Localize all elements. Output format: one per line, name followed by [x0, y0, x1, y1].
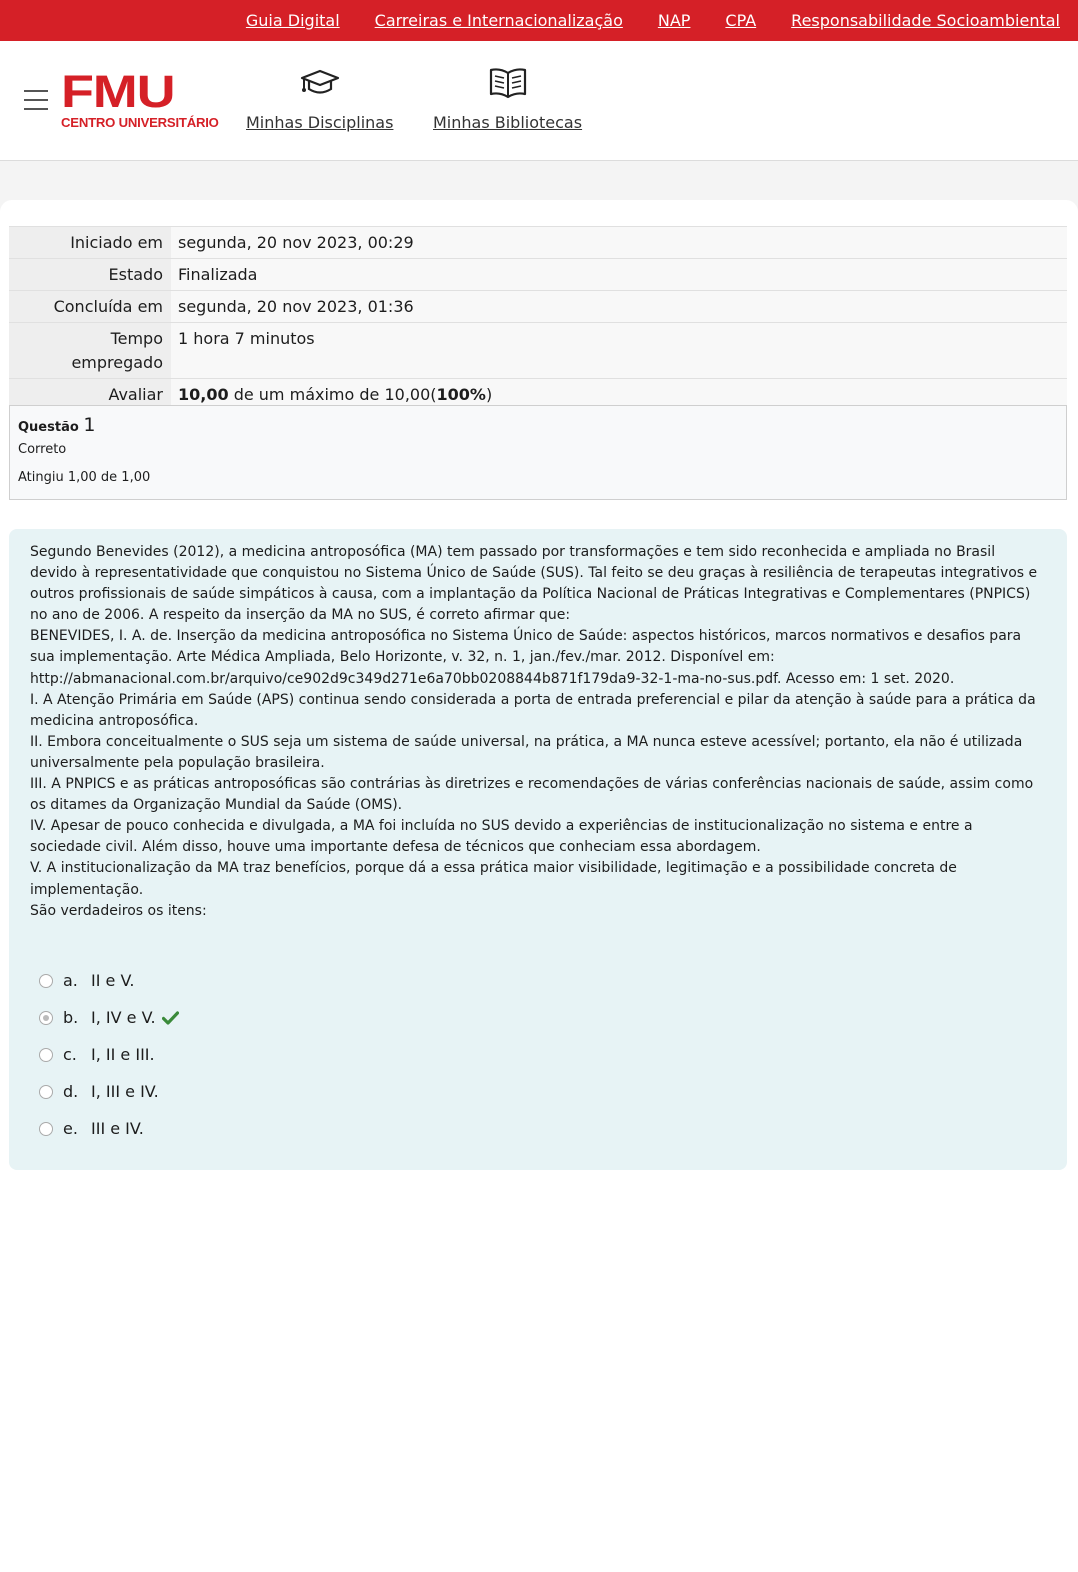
- link-cpa[interactable]: CPA: [725, 11, 757, 30]
- grade-text: de um máximo de 10,00(: [233, 385, 437, 404]
- site-header: [0, 41, 1078, 161]
- question-item: II. Embora conceitualmente o SUS seja um sistema de saúde universal, na prática, a MA nunca esteve acessível; portanto, ela não é utilizada universalmente pela população brasileira.: [30, 733, 1023, 771]
- question-label: Questão: [18, 420, 79, 435]
- question-item: I. A Atenção Primária em Saúde (APS) continua sendo considerada a porta de entrada preferencial e pilar da atenção à saúde para a prática da medicina antroposófica.: [30, 691, 1036, 729]
- hamburger-menu-icon[interactable]: [24, 90, 48, 110]
- radio-button-selected[interactable]: [39, 1011, 53, 1025]
- question-status: Correto: [18, 442, 67, 457]
- question-item: IV. Apesar de pouco conhecida e divulgada, a MA foi incluída no SUS devido a experiências de institucionalização no sistema e entre a sociedade civil. Além disso, houve uma importante defesa de técnicos que conheciam essa abordagem.: [30, 818, 973, 856]
- question-number-value: 1: [83, 414, 96, 436]
- summary-key: Estado: [9, 259, 171, 291]
- summary-value: 1 hora 7 minutos: [171, 323, 1067, 379]
- question-item: III. A PNPICS e as práticas antroposóficas são contrárias às diretrizes e recomendações de várias conferências nacionais de saúde, assim como os ditames da Organização Mundial da Saúde (OMS).: [30, 776, 1034, 814]
- radio-button[interactable]: [39, 1085, 53, 1099]
- logo-text: FMU: [61, 66, 175, 117]
- answer-option-b[interactable]: [39, 999, 179, 1036]
- answer-option-e[interactable]: [39, 1110, 179, 1147]
- option-letter: b.: [63, 1008, 79, 1027]
- option-text: II e V.: [91, 971, 135, 990]
- summary-value: segunda, 20 nov 2023, 01:36: [171, 291, 1067, 323]
- link-responsabilidade[interactable]: Responsabilidade Socioambiental: [791, 11, 1060, 30]
- summary-key: Avaliar: [9, 379, 171, 411]
- answer-option-d[interactable]: [39, 1073, 179, 1110]
- option-text: III e IV.: [91, 1119, 144, 1138]
- nav-label: Minhas Disciplinas: [246, 113, 394, 132]
- nav-minhas-disciplinas[interactable]: [246, 67, 393, 132]
- graduation-cap-icon: [299, 67, 341, 99]
- link-guia-digital[interactable]: Guia Digital: [245, 11, 340, 30]
- question-prompt: São verdadeiros os itens:: [30, 902, 207, 919]
- question-number: [18, 414, 1058, 436]
- summary-row: [9, 291, 1067, 323]
- attempt-summary-table: [9, 226, 1067, 410]
- question-info: [9, 405, 1067, 500]
- summary-row: [9, 227, 1067, 259]
- option-letter: c.: [63, 1045, 77, 1064]
- answer-option-a[interactable]: [39, 962, 179, 999]
- summary-key: Concluída em: [9, 291, 171, 323]
- top-link-bar: [0, 0, 1078, 41]
- open-book-icon: [489, 67, 527, 99]
- radio-button[interactable]: [39, 974, 53, 988]
- link-carreiras[interactable]: Carreiras e Internacionalização: [374, 11, 623, 30]
- question-reference: BENEVIDES, I. A. de. Inserção da medicina antroposófica no Sistema Único de Saúde: aspectos históricos, marcos normativos e desafios para sua implementação. Arte Médica Ampliada, Belo Horizonte, v. 32, n. 1, jan./fev./mar. 2012. Disponível em: http://abmanacional.com.br/arquivo/ce902d9c349d271e6a70bb0208844b871f179da9-32-1-ma-no-sus.pdf. Acesso em: 1 set. 2020.: [30, 628, 1022, 687]
- question-mark: Atingiu 1,00 de 1,00: [18, 470, 151, 485]
- option-text: I, IV e V.: [91, 1008, 156, 1027]
- logo-subtitle: CENTRO UNIVERSITÁRIO: [61, 116, 219, 130]
- summary-key: Iniciado em: [9, 227, 171, 259]
- question-paragraph: Segundo Benevides (2012), a medicina antroposófica (MA) tem passado por transformações e tem sido reconhecida e ampliada no Brasil devido à representatividade que conquistou no Sistema Único de Saúde (SUS). Tal feito se deu graças à resiliência de terapeutas integrativos e outros profissionais de saúde simpáticos à causa, com a implantação da Política Nacional de Práticas Integrativas e Complementares (PNPICS) no ano de 2006. A respeito da inserção da MA no SUS, é correto afirmar que:: [30, 544, 1038, 624]
- option-letter: d.: [63, 1082, 79, 1101]
- grade-close: ): [485, 385, 493, 404]
- option-letter: e.: [63, 1119, 78, 1138]
- radio-button[interactable]: [39, 1122, 53, 1136]
- radio-button[interactable]: [39, 1048, 53, 1062]
- answer-options: [39, 962, 179, 1147]
- option-text: I, III e IV.: [91, 1082, 159, 1101]
- summary-row: [9, 259, 1067, 291]
- correct-check-icon: [162, 1011, 179, 1025]
- summary-key: Tempo empregado: [9, 323, 171, 379]
- summary-value: Finalizada: [171, 259, 1067, 291]
- option-text: I, II e III.: [91, 1045, 155, 1064]
- grade-percent: 100%: [436, 385, 486, 404]
- nav-label: Minhas Bibliotecas: [433, 113, 583, 132]
- question-item: V. A institucionalização da MA traz benefícios, porque dá a essa prática maior visibilidade, legitimação e a possibilidade concreta de implementação.: [30, 860, 957, 898]
- link-nap[interactable]: NAP: [657, 11, 691, 30]
- summary-row: [9, 323, 1067, 379]
- option-letter: a.: [63, 971, 78, 990]
- grade-value: 10,00: [178, 385, 229, 404]
- fmu-logo[interactable]: [61, 66, 219, 130]
- nav-minhas-bibliotecas[interactable]: [433, 67, 582, 132]
- answer-option-c[interactable]: [39, 1036, 179, 1073]
- summary-value: segunda, 20 nov 2023, 00:29: [171, 227, 1067, 259]
